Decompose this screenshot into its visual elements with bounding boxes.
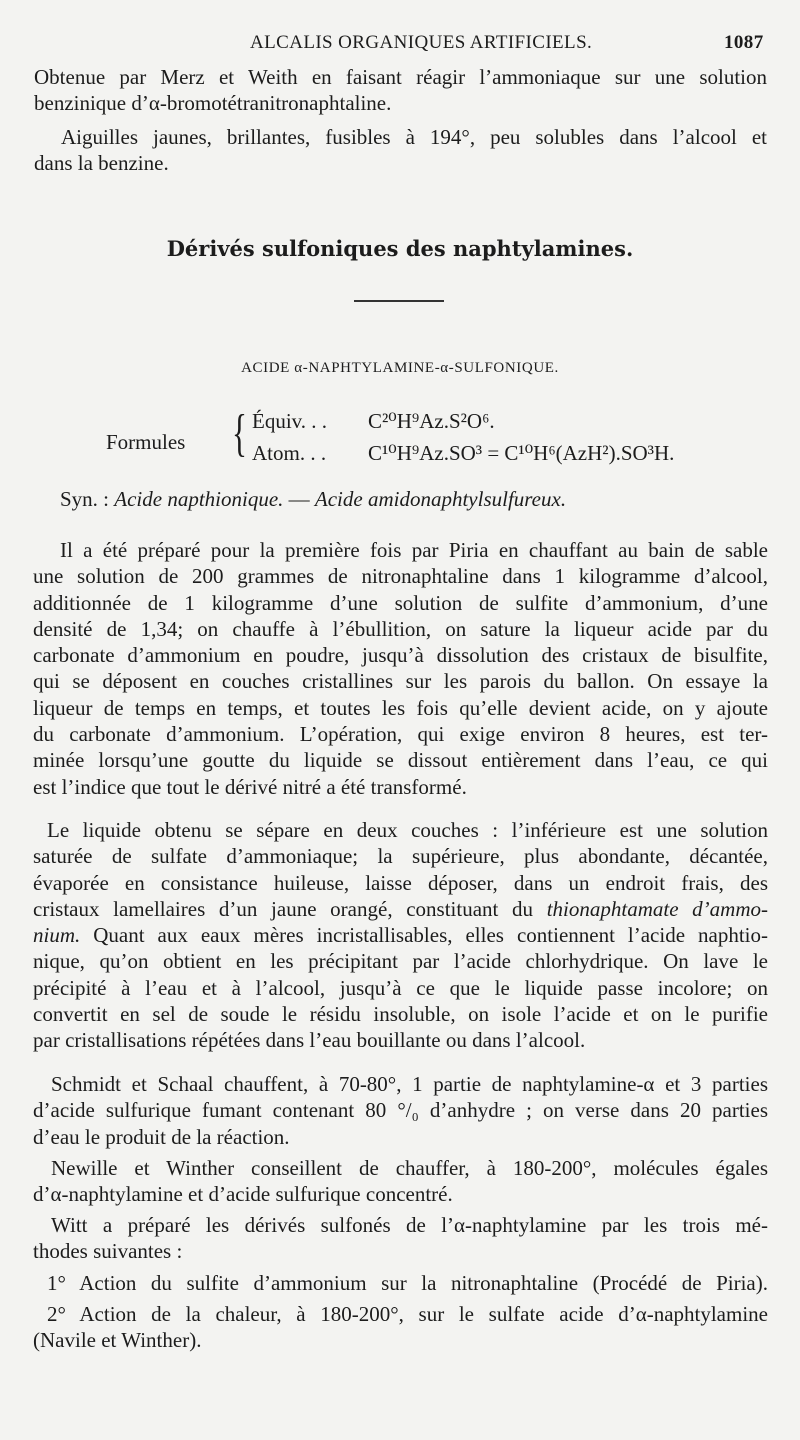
paragraph-schmidt: [33, 1071, 768, 1150]
header-title: ALCALIS ORGANIQUES ARTIFICIELS.: [250, 32, 593, 53]
synonym-name: Acide napthionique.: [114, 487, 284, 511]
text-line: Le liquide obtenu se sépare en deux couches : l’inférieure est une solution: [47, 818, 768, 842]
text-line: minée lorsqu’une goutte du liquide se dissout entièrement dans l’eau, ce qui: [33, 748, 768, 773]
synonym-name: Acide amidonaphtylsulfureux.: [314, 487, 567, 511]
formula-equiv-label: Équiv. . .: [252, 409, 328, 433]
formula-atom-value: C¹⁰H⁹Az.SO³ = C¹⁰H⁶(AzH²).SO³H.: [368, 441, 675, 465]
text-line: Schmidt et Schaal chauffent, à 70-80°, 1 partie de naphtylamine-α et 3 parties: [51, 1072, 768, 1096]
italic-term: nium.: [33, 923, 81, 948]
text-line: du carbonate d’ammonium. L’opération, qui exige environ 8 heures, est ter-: [33, 722, 768, 747]
formulas-label: Formules: [106, 430, 186, 454]
text-line: d’eau le produit de la réaction.: [33, 1124, 290, 1149]
text-line: dans la benzine.: [34, 151, 169, 175]
compound-subheading: ACIDE α-NAPHTYLAMINE-α-SULFONIQUE.: [241, 360, 559, 376]
text-line: thodes suivantes :: [33, 1239, 183, 1264]
text-line: additionnée de 1 kilogramme d’une solution de sulfite d’ammonium, d’une: [33, 590, 768, 615]
text-line: qui se déposent en couches cristallines sur les parois du ballon. On essaye la: [33, 669, 768, 694]
text-segment: cristaux lamellaires d’un jaune orangé, constituant du: [33, 896, 534, 921]
italic-term: thionaphtamate d’ammo-: [546, 896, 768, 921]
text-line: par cristallisations répétées dans l’eau bouillante ou dans l’alcool.: [33, 1028, 586, 1053]
text-line: 1° Action du sulfite d’ammonium sur la nitronaphtaline (Procédé de Piria).: [47, 1271, 768, 1295]
text-line: Newille et Winther conseillent de chauffer, à 180-200°, molécules égales: [51, 1156, 768, 1180]
method-item-2: [33, 1301, 768, 1354]
synonyms-prefix: Syn. :: [60, 487, 110, 511]
page-number: 1087: [724, 32, 764, 53]
text-line: carbonate d’ammonium en poudre, jusqu’à dissolution des cristaux de bisulfite,: [33, 643, 768, 668]
formula-row-atom: [252, 441, 675, 466]
method-item-1: [33, 1270, 768, 1296]
text-line: Il a été préparé pour la première fois par Piria en chauffant au bain de sable: [60, 538, 768, 562]
intro-paragraph: [34, 64, 767, 116]
text-line: d’α-naphtylamine et d’acide sulfurique concentré.: [33, 1182, 453, 1207]
formula-row-equiv: [252, 409, 495, 434]
synonym-dash: —: [288, 487, 310, 511]
paragraph-piria: [33, 537, 768, 800]
text-line: [33, 922, 768, 948]
text-line: liqueur de temps en temps, et toutes les fois qu’elle devient acide, on y ajoute: [33, 695, 768, 720]
text-line: nique, qu’on obtient en les précipitant par l’acide chlorhydrique. On lave le: [33, 949, 768, 974]
text-line: d’acide sulfurique fumant contenant 80 °/₀ d’anhydre ; on verse dans 20 parties: [33, 1098, 768, 1123]
text-line: convertit en sel de soude le résidu insoluble, on isole l’acide et on le purifie: [33, 1002, 768, 1027]
section-heading: Dérivés sulfoniques des naphtylamines.: [166, 236, 634, 261]
text-line: précipité à l’eau et à l’alcool, jusqu’à ce que le liquide passe incolore; on: [33, 975, 768, 1000]
text-line: Aiguilles jaunes, brillantes, fusibles à 194°, peu solubles dans l’alcool et: [61, 125, 767, 149]
intro-paragraph: [34, 124, 767, 176]
paragraph-newille: [33, 1155, 768, 1208]
running-header: [0, 28, 800, 58]
text-line: densité de 1,34; on chauffe à l’ébullition, on sature la liqueur acide par du: [33, 616, 768, 641]
text-line: 2° Action de la chaleur, à 180-200°, sur le sulfate acide d’α-naphtylamine: [47, 1302, 768, 1326]
paragraph-witt: [33, 1212, 768, 1265]
formula-atom-label: Atom. . .: [252, 441, 327, 465]
formula-equiv-value: C²⁰H⁹Az.S²O⁶.: [368, 409, 495, 433]
text-line: évaporée en consistance huileuse, laisse déposer, dans un endroit frais, des: [33, 870, 768, 895]
left-brace: {: [231, 405, 247, 462]
text-line: Witt a préparé les dérivés sulfonés de l’α-naphtylamine par les trois mé-: [51, 1213, 768, 1237]
text-line: [33, 896, 768, 922]
text-line: une solution de 200 grammes de nitronaphtaline dans 1 kilogramme d’alcool,: [33, 564, 768, 589]
text-line: (Navile et Winther).: [33, 1328, 202, 1353]
text-line: est l’indice que tout le dérivé nitré a été transformé.: [33, 774, 467, 799]
text-line: benzinique d’α-bromotétranitronaphtaline.: [34, 91, 392, 115]
separator-rule: [354, 300, 444, 302]
text-line: Obtenue par Merz et Weith en faisant réagir l’ammoniaque sur une solution: [34, 65, 767, 89]
text-line: saturée de sulfate d’ammoniaque; la supérieure, plus abondante, décantée,: [33, 844, 768, 869]
text-segment: Quant aux eaux mères incristallisables, elles contiennent l’acide naphtio-: [93, 923, 769, 948]
synonyms-line: [60, 487, 566, 512]
paragraph-liquide: [33, 817, 768, 1054]
